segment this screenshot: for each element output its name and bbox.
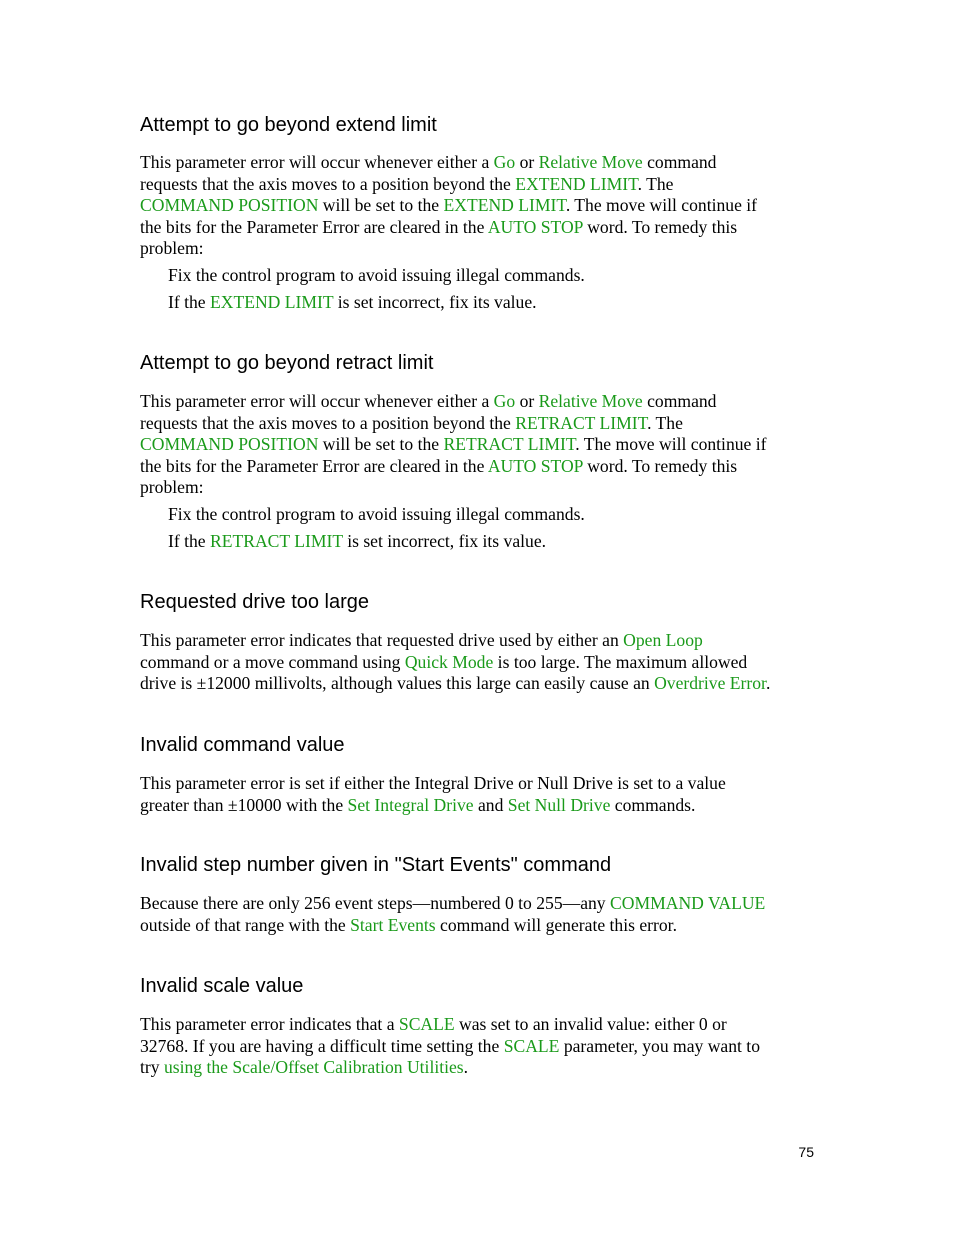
text-run: This parameter error will occur whenever either a <box>140 391 494 411</box>
text-run: or <box>515 152 539 172</box>
text-run: and <box>473 794 508 815</box>
link-retract-limit[interactable]: RETRACT LIMIT <box>210 531 343 551</box>
text-run: is set incorrect, fix its value. <box>333 292 537 312</box>
link-command-position[interactable]: COMMAND POSITION <box>140 195 319 216</box>
text-run: word. To remedy this <box>582 455 738 476</box>
text-run: command will generate this error. <box>435 914 677 935</box>
link-set-null-drive[interactable]: Set Null Drive <box>507 794 611 815</box>
link-extend-limit[interactable]: EXTEND LIMIT <box>443 195 566 216</box>
text-run: is too large. The maximum allowed <box>493 651 748 672</box>
link-auto-stop[interactable]: AUTO STOP <box>487 455 583 476</box>
link-scale-offset-calibration-utilities[interactable]: using the Scale/Offset Calibration Utilities <box>163 1057 464 1078</box>
text-run: outside of that range with the <box>140 914 351 935</box>
link-open-loop[interactable]: Open Loop <box>623 630 703 650</box>
text-run: will be set to the <box>318 195 444 216</box>
text-run: requests that the axis moves to a position beyond the <box>140 173 516 194</box>
text-run: command or a move command using <box>140 651 405 672</box>
text-run: try <box>140 1057 164 1078</box>
section-heading-invalid-step-number: Invalid step number given in "Start Events" command <box>140 854 612 876</box>
text-run: word. To remedy this <box>582 216 738 237</box>
text-run: the bits for the Parameter Error are cleared in the <box>140 216 488 237</box>
text-run: This parameter error is set if either the Integral Drive or Null Drive is set to a value <box>140 773 726 793</box>
section-paragraph-requested-drive <box>140 630 830 695</box>
section-paragraph-invalid-step-number <box>140 893 830 936</box>
link-scale[interactable]: SCALE <box>398 1014 455 1034</box>
section-paragraph-retract-limit <box>140 391 830 499</box>
link-set-integral-drive[interactable]: Set Integral Drive <box>347 794 474 815</box>
section-heading-extend-limit: Attempt to go beyond extend limit <box>140 114 437 136</box>
text-run: problem: <box>140 477 204 498</box>
remedy-item <box>168 531 858 553</box>
link-go[interactable]: Go <box>493 391 516 411</box>
section-heading-requested-drive: Requested drive too large <box>140 591 370 613</box>
link-retract-limit[interactable]: RETRACT LIMIT <box>443 434 576 455</box>
text-run: the bits for the Parameter Error are cleared in the <box>140 455 488 476</box>
text-run: will be set to the <box>318 434 444 455</box>
link-retract-limit[interactable]: RETRACT LIMIT <box>515 412 648 433</box>
text-run: . The move will continue if <box>575 434 767 455</box>
text-run: Fix the control program to avoid issuing illegal commands. <box>168 265 585 285</box>
text-run: commands. <box>610 794 696 815</box>
link-extend-limit[interactable]: EXTEND LIMIT <box>515 173 638 194</box>
link-relative-move[interactable]: Relative Move <box>538 391 643 411</box>
text-run: problem: <box>140 238 204 259</box>
link-scale[interactable]: SCALE <box>503 1035 560 1056</box>
text-run: drive is ±12000 millivolts, although values this large can easily cause an <box>140 673 655 694</box>
link-overdrive-error[interactable]: Overdrive Error <box>654 673 766 694</box>
section-paragraph-invalid-command-value <box>140 773 830 816</box>
text-run: command <box>642 391 717 411</box>
link-go[interactable]: Go <box>493 152 516 172</box>
section-paragraph-invalid-scale-value <box>140 1014 830 1079</box>
text-run: command <box>642 152 717 172</box>
text-run: . The <box>647 412 683 433</box>
text-run: Fix the control program to avoid issuing illegal commands. <box>168 504 585 524</box>
text-run: requests that the axis moves to a position beyond the <box>140 412 516 433</box>
remedy-item <box>168 265 858 287</box>
text-run: Because there are only 256 event steps—numbered 0 to 255—any <box>140 893 611 913</box>
section-heading-invalid-scale-value: Invalid scale value <box>140 975 304 997</box>
link-auto-stop[interactable]: AUTO STOP <box>487 216 583 237</box>
section-paragraph-extend-limit <box>140 152 830 260</box>
link-quick-mode[interactable]: Quick Mode <box>404 651 494 672</box>
text-run: This parameter error will occur whenever either a <box>140 152 494 172</box>
text-run: This parameter error indicates that requested drive used by either an <box>140 630 624 650</box>
text-run: parameter, you may want to <box>559 1035 760 1056</box>
link-relative-move[interactable]: Relative Move <box>538 152 643 172</box>
section-heading-retract-limit: Attempt to go beyond retract limit <box>140 352 434 374</box>
text-run: If the <box>168 531 211 551</box>
text-run: 32768. If you are having a difficult time setting the <box>140 1035 504 1056</box>
text-run: is set incorrect, fix its value. <box>342 531 547 551</box>
text-run: . The <box>637 173 674 194</box>
link-command-position[interactable]: COMMAND POSITION <box>140 434 319 455</box>
text-run: . <box>463 1057 469 1078</box>
remedy-item <box>168 504 858 526</box>
link-command-value[interactable]: COMMAND VALUE <box>610 893 766 913</box>
text-run: If the <box>168 292 211 312</box>
page-number: 75 <box>798 1144 814 1160</box>
text-run: or <box>515 391 539 411</box>
text-run: This parameter error indicates that a <box>140 1014 399 1034</box>
text-run: was set to an invalid value: either 0 or <box>454 1014 727 1034</box>
link-extend-limit[interactable]: EXTEND LIMIT <box>210 292 334 312</box>
text-run: . <box>765 673 771 694</box>
text-run: . The move will continue if <box>565 195 758 216</box>
remedy-item <box>168 292 858 314</box>
link-start-events[interactable]: Start Events <box>350 914 436 935</box>
text-run: greater than ±10000 with the <box>140 794 348 815</box>
section-heading-invalid-command-value: Invalid command value <box>140 734 345 756</box>
